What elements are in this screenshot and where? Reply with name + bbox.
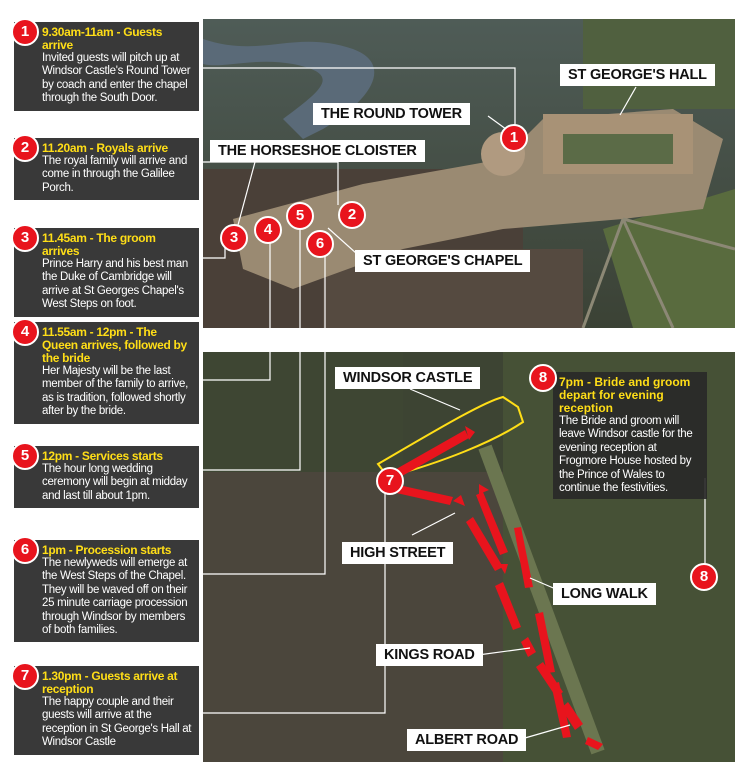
horseshoe-cloister-label: THE HORSESHOE CLOISTER xyxy=(210,140,425,162)
st-georges-chapel-label: ST GEORGE'S CHAPEL xyxy=(355,250,530,272)
marker-5: 5 xyxy=(286,202,314,230)
event-4 xyxy=(14,322,199,424)
event-3-badge: 3 xyxy=(11,224,39,252)
marker-7: 7 xyxy=(376,467,404,495)
event-6-title: 1pm - Procession starts xyxy=(42,543,172,557)
event-7-desc: The happy couple and their guests will arrive at the reception in St George's Hall at Windsor Castle xyxy=(42,696,192,749)
event-4-desc: Her Majesty will be the last member of the family to arrive, as is tradition, followed shortly after by the bride. xyxy=(42,365,189,418)
event-8 xyxy=(538,369,707,499)
marker-6: 6 xyxy=(306,230,334,258)
event-1-badge: 1 xyxy=(11,18,39,46)
event-6-badge: 6 xyxy=(11,536,39,564)
event-7-title: 1.30pm - Guests arrive at reception xyxy=(42,669,178,696)
event-1-desc: Invited guests will pitch up at Windsor Castle's Round Tower by coach and enter the chapel through the South Door. xyxy=(42,52,191,105)
event-5 xyxy=(14,446,199,508)
event-2-title: 11.20am - Royals arrive xyxy=(42,141,168,155)
event-3-desc: Prince Harry and his best man the Duke of Cambridge will arrive at St Georges Chapel's West Steps on foot. xyxy=(42,258,188,311)
marker-1: 1 xyxy=(500,124,528,152)
marker-3: 3 xyxy=(220,224,248,252)
event-2 xyxy=(14,138,199,200)
event-2-desc: The royal family will arrive and come in through the Galilee Porch. xyxy=(42,155,188,194)
st-georges-hall-label: ST GEORGE'S HALL xyxy=(560,64,715,86)
long-walk-label: LONG WALK xyxy=(553,583,656,605)
high-street-label: HIGH STREET xyxy=(342,542,453,564)
event-5-desc: The hour long wedding ceremony will begin at midday and last till about 1pm. xyxy=(42,463,188,502)
event-8-desc: The Bride and groom will leave Windsor castle for the evening reception at Frogmore House hosted by the Prince of Wales to continue the festivities. xyxy=(559,415,693,495)
event-2-badge: 2 xyxy=(11,134,39,162)
event-7-badge: 7 xyxy=(11,662,39,690)
kings-road-label: KINGS ROAD xyxy=(376,644,483,666)
round-tower-label: THE ROUND TOWER xyxy=(313,103,470,125)
event-7 xyxy=(14,666,199,755)
event-8-title: 7pm - Bride and groom depart for evening reception xyxy=(559,375,691,415)
event-1 xyxy=(14,22,199,111)
event-5-title: 12pm - Services starts xyxy=(42,449,163,463)
windsor-castle-label: WINDSOR CASTLE xyxy=(335,367,480,389)
event-4-badge: 4 xyxy=(11,318,39,346)
marker-4: 4 xyxy=(254,216,282,244)
marker-8: 8 xyxy=(690,563,718,591)
event-5-badge: 5 xyxy=(11,442,39,470)
event-6 xyxy=(14,540,199,642)
albert-road-label: ALBERT ROAD xyxy=(407,729,526,751)
event-4-title: 11.55am - 12pm - The Queen arrives, followed by the bride xyxy=(42,325,187,365)
event-3 xyxy=(14,228,199,317)
event-3-title: 11.45am - The groom arrives xyxy=(42,231,156,258)
event-1-title: 9.30am-11am - Guests arrive xyxy=(42,25,163,52)
event-8-badge: 8 xyxy=(529,364,557,392)
marker-2: 2 xyxy=(338,201,366,229)
event-6-desc: The newlyweds will emerge at the West Steps of the Chapel. They will be waved off on their 25 minute carriage procession through Windsor by members of both families. xyxy=(42,557,188,637)
